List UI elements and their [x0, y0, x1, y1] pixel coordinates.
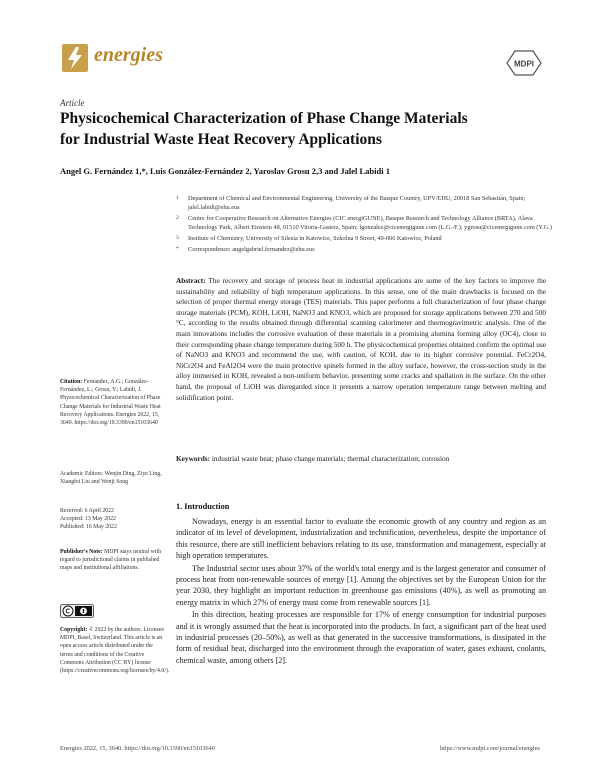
footer-citation[interactable]: Energies 2022, 15, 3640. https://doi.org/10.3390/en15103640 — [60, 745, 215, 752]
title-line-2: for Industrial Waste Heat Recovery Applications — [60, 131, 382, 148]
dates-block — [60, 507, 166, 532]
affiliation-marker: 3 — [176, 235, 179, 241]
citation-text[interactable]: Fernández, A.G.; González-Fernández, L.; Grosu, Y.; Labidi, J. Physicochemical Characterization of Phase Change Materials for Industrial Waste Heat Recovery Applications. Energies 2022, 15, 3640. https://doi.org/10.3390/en15103640 — [60, 379, 161, 427]
mdpi-logo-icon[interactable] — [506, 50, 542, 76]
cc-by-icon[interactable] — [60, 604, 94, 618]
journal-name[interactable]: energies — [94, 44, 163, 66]
paragraph: Nowadays, energy is an essential factor to evaluate the economic growth of any country and region as an indicator of its level of development, industrialization and technification, nevertheless, despite the importance of this resource, there are still inefficient behaviors relating to its use, transformation and management, especially at high operation temperatures. — [176, 517, 546, 561]
section-heading: 1. Introduction — [176, 502, 230, 511]
affiliation-marker: * — [176, 246, 179, 252]
keywords-label: Keywords: — [176, 454, 211, 463]
affiliations — [176, 194, 556, 256]
publisher-note-text: MDPI stays neutral with regard to jurisdictional claims in published maps and institutional affiliations. — [60, 549, 161, 572]
abstract — [176, 276, 546, 403]
copyright-label: Copyright: — [60, 627, 88, 633]
citation-block — [60, 378, 166, 427]
affiliation-text: Centre for Cooperative Research on Alternative Energies (CIC energiGUNE), Basque Research and Technology Alliance (BRTA), Alava Technology Park, Albert Einstein 48, 01510 Vitoria-Gasteiz, Spain; lgonzalez@cicenergigune.com (L.G.-F.); ygrosu@cicenergigune.com (Y.G.) — [188, 215, 552, 231]
copyright-block — [60, 626, 170, 675]
correspondence — [176, 245, 556, 254]
author-list[interactable]: Angel G. Fernández 1,*, Luis González-Fernández 2, Yaroslav Grosu 2,3 and Jalel Labidi 1 — [60, 166, 390, 176]
title-line-1: Physicochemical Characterization of Phase Change Materials — [60, 110, 468, 127]
citation-label: Citation: — [60, 379, 83, 385]
abstract-text: The recovery and storage of process heat in industrial applications are some of the key factors to improve the sustainability and reliability of high temperature applications. In this sense, one of the main drawbacks is focused on the selection of proper thermal energy storage (TES) materials. This paper performs a full characterization of four phase change storage materials (PCM), KOH, LiOH, NaNO3 and KNO3, which are proposed for storage applications between 270 and 500 °C, according to the results obtained through differential scanning calorimeter and thermogravimetric analysis. One of the main innovations includes the corrosive evaluation of these materials in a promising alumina forming alloy (OC4), close to their corresponding phase change temperature during 500 h. The physicochemical properties obtained confirm the optimal use of NaNO3 and KNO3 and recommend the use, with caution, of KOH, due to its higher corrosive potential. FeCr2O4, NiCr2O4 and FeAl2O4 were the main protective spinels formed in the alloy surface, however, the cross-section study in the alloy immersed in KOH, revealed a non-uniform behavior, presenting some cracks and spallation in the surface. On the other hand, the proposal of LiOH was disregarded since it presents a narrow operation temperature range between melting and solidification point. — [176, 276, 546, 402]
affiliation-text: Department of Chemical and Environmental Engineering, University of the Basque Country, UPV/EHU, 20018 San Sebastián, Spain; jalel.labidi@ehu.eus — [188, 195, 526, 211]
abstract-label: Abstract: — [176, 276, 206, 285]
affiliation-marker: 2 — [176, 215, 179, 221]
received-date: Received: 6 April 2022 — [60, 508, 114, 514]
published-date: Published: 16 May 2022 — [60, 524, 117, 531]
affiliation-text: Institute of Chemistry, University of Silesia in Katowice, Szkolna 9 Street, 40-006 Katowice, Poland — [188, 235, 442, 242]
paragraph: The Industrial sector uses about 37% of the world's total energy and is the largest generator and consumer of process heat from non-renewable sources of energy [1]. Among the objectives set by the European Union for the year 2030, they highlight an important reduction in greenhouse gas emissions (40%), as well as promoting an energy matrix in which 27% of energy must come from renewable sources [1]. — [176, 563, 546, 607]
affiliation-3 — [176, 234, 556, 243]
affiliation-2 — [176, 214, 556, 232]
publisher-note-label: Publisher's Note: — [60, 549, 103, 555]
body-text — [176, 516, 546, 667]
journal-logo-icon — [62, 44, 88, 72]
publisher-note — [60, 548, 166, 573]
academic-editors: Academic Editors: Wenjin Ding, Ziye Ling, Xiangfei Liu and Wenji Song — [60, 471, 162, 486]
keywords — [176, 454, 546, 463]
paragraph: In this direction, heating processes are responsible for 17% of energy consumption for industrial purposes and it is wrongly assumed that the heat is incorporated into the products. In fact, a significant part of the heat used in industrial processes (20–50%), as well as that generated in the successive transformations, is dissipated in the form of residual heat, discharged into the environment through the evaporation of water, gases exhaust, coolants, chemical waste, among others [2]. — [176, 610, 546, 665]
accepted-date: Accepted: 13 May 2022 — [60, 516, 116, 523]
mdpi-logo-text: MDPI — [514, 59, 534, 69]
affiliation-1 — [176, 194, 556, 212]
correspondence-text[interactable]: Correspondence: angelgabriel.fernandez@ehu.eus — [188, 246, 315, 253]
affiliation-marker: 1 — [176, 195, 179, 201]
article-type: Article — [60, 98, 85, 108]
copyright-text: © 2022 by the authors. Licensee MDPI, Basel, Switzerland. This article is an open access article distributed under the terms and conditions of the Creative Commons Attribution (CC BY) license (https://creativecommons.org/licenses/by/4.0/). — [60, 627, 170, 675]
paper-title — [60, 108, 550, 150]
keywords-text: industrial waste heat; phase change materials; thermal characterization; corrosion — [211, 454, 450, 463]
footer-journal-link[interactable]: https://www.mdpi.com/journal/energies — [440, 745, 540, 752]
